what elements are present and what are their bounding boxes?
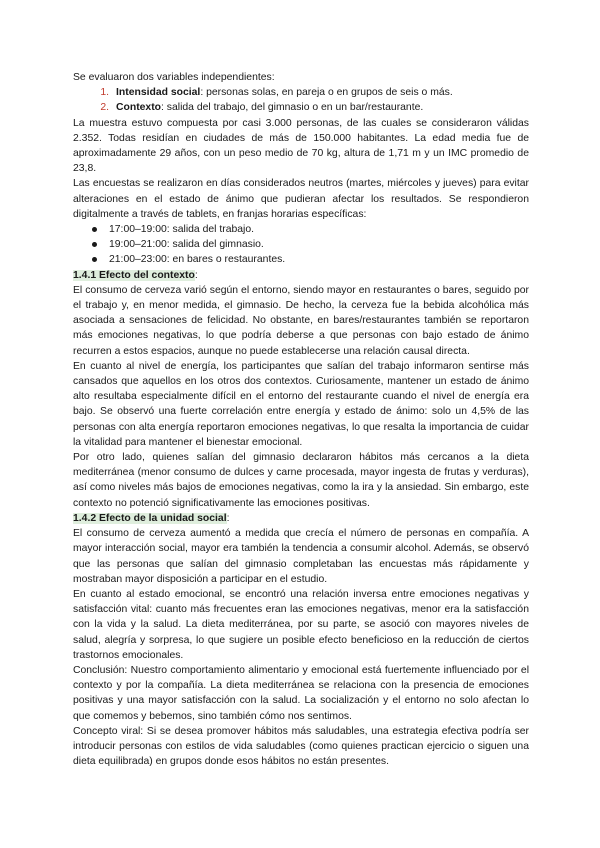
variable-description: : salida del trabajo, del gimnasio o en un bar/restaurante. (161, 102, 424, 114)
list-item (87, 85, 529, 100)
list-item (87, 100, 529, 115)
variable-term: Contexto (116, 102, 162, 114)
sample-paragraph: La muestra estuvo compuesta por casi 3.000 personas, de las cuales se consideraron válidas 2.352. Todas residían en ciudades de más de 150.000 habitantes. La edad media fue de aproximadamente 29 años, con un peso medio de 70 kg, altura de 1,71 m y un IMC promedio de 23,8. (73, 117, 529, 175)
variables-list (73, 85, 529, 115)
bullet-icon (87, 222, 109, 237)
list-item (87, 252, 529, 267)
list-number: 2. (100, 102, 109, 114)
list-item (87, 237, 529, 252)
schedule-item: 21:00–23:00: en bares o restaurantes. (109, 254, 286, 266)
bullet-icon (87, 252, 109, 267)
paragraph: Por otro lado, quienes salían del gimnasio declararon hábitos más cercanos a la dieta mediterránea (menor consumo de dulces y carne procesada, mayor ingesta de frutas y verduras), así como niveles más bajos de emociones negativas, como la ira y la ansiedad. Sin embargo, este contexto no potenció significativamente las emociones positivas. (73, 452, 529, 509)
list-item (87, 222, 529, 237)
section-heading (73, 511, 529, 526)
variable-description: : personas solas, en pareja o en grupos de seis o más. (200, 87, 453, 99)
paragraph: El consumo de cerveza aumentó a medida que crecía el número de personas en compañía. A mayor interacción social, mayor era también la tendencia a consumir alcohol. Además, se observó que las personas que salían del gimnasio completaban las encuestas más rápidamente y mostraban mayor disposición a participar en el estudio. (73, 528, 529, 585)
bullet-icon (87, 237, 109, 252)
paragraph: El consumo de cerveza varió según el entorno, siendo mayor en restaurantes o bares, seguido por el trabajo y, en menor medida, el gimnasio. De hecho, la cerveza fue la bebida alcohólica más asociada a sensaciones de felicidad. No obstante, en bares/restaurantes también se reportaron más emociones negativas, lo que podría deberse a que personas con bajo estado de ánimo recurren a estos espacios, aunque no puede establecerse una relación causal directa. (73, 284, 529, 357)
section-heading (73, 268, 529, 283)
variable-term: Intensidad social (116, 87, 201, 99)
list-number: 1. (100, 87, 109, 99)
schedule-item: 19:00–21:00: salida del gimnasio. (109, 239, 264, 251)
intro-text: Se evaluaron dos variables independientes: (73, 72, 275, 83)
schedule-item: 17:00–19:00: salida del trabajo. (109, 224, 255, 236)
paragraph: En cuanto al estado emocional, se encontró una relación inversa entre emociones negativas y satisfacción vital: cuanto más frecuentes eran las emociones negativas, menor era la satisfacción con la vida y la salud. La dieta mediterránea, por su parte, se asoció con mayores niveles de salud, alegría y sorpresa, lo que sugiere un posible efecto beneficioso en la reducción de ciertos trastornos emocionales. (73, 588, 529, 661)
conclusion-paragraph: Conclusión: Nuestro comportamiento alimentario y emocional está fuertemente influenciado por el contexto y por la compañía. La dieta mediterránea se relaciona con la presencia de emociones positivas y una mayor satisfacción con la salud. La socialización y el entorno no solo afectan lo que comemos y bebemos, sino también cómo nos sentimos. (73, 664, 529, 722)
document-page (73, 70, 529, 769)
paragraph: En cuanto al nivel de energía, los participantes que salían del trabajo informaron sentirse más cansados que aquellos en los otros dos contextos. Curiosamente, mantener un estado de ánimo alto resultaba especialmente difícil en el entorno del restaurante cuando el nivel de energía era bajo. Se observó una fuerte correlación entre energía y estado de ánimo: solo un 4,5% de las personas con alta energía reportaron emociones negativas, lo que resalta la importancia de cuidar la vitalidad para mantener el bienestar emocional. (73, 360, 529, 448)
section-title: 1.4.1 Efecto del contexto (73, 269, 195, 281)
section-title: 1.4.2 Efecto de la unidad social (73, 512, 227, 524)
schedule-list (73, 222, 529, 268)
heading-colon: : (194, 269, 198, 281)
viral-concept-paragraph: Concepto viral: Si se desea promover hábitos más saludables, una estrategia efectiva podría ser introducir personas con estilos de vida saludables (como quienes practican ejercicio o siguen una dieta equilibrada) en grupos donde esos hábitos no están presentes. (73, 725, 529, 768)
surveys-paragraph: Las encuestas se realizaron en días considerados neutros (martes, miércoles y jueves) para evitar alteraciones en el estado de ánimo que pudieran afectar los resultados. Se respondieron digitalmente a través de tablets, en franjas horarias específicas: (73, 178, 529, 220)
heading-colon: : (226, 512, 230, 524)
